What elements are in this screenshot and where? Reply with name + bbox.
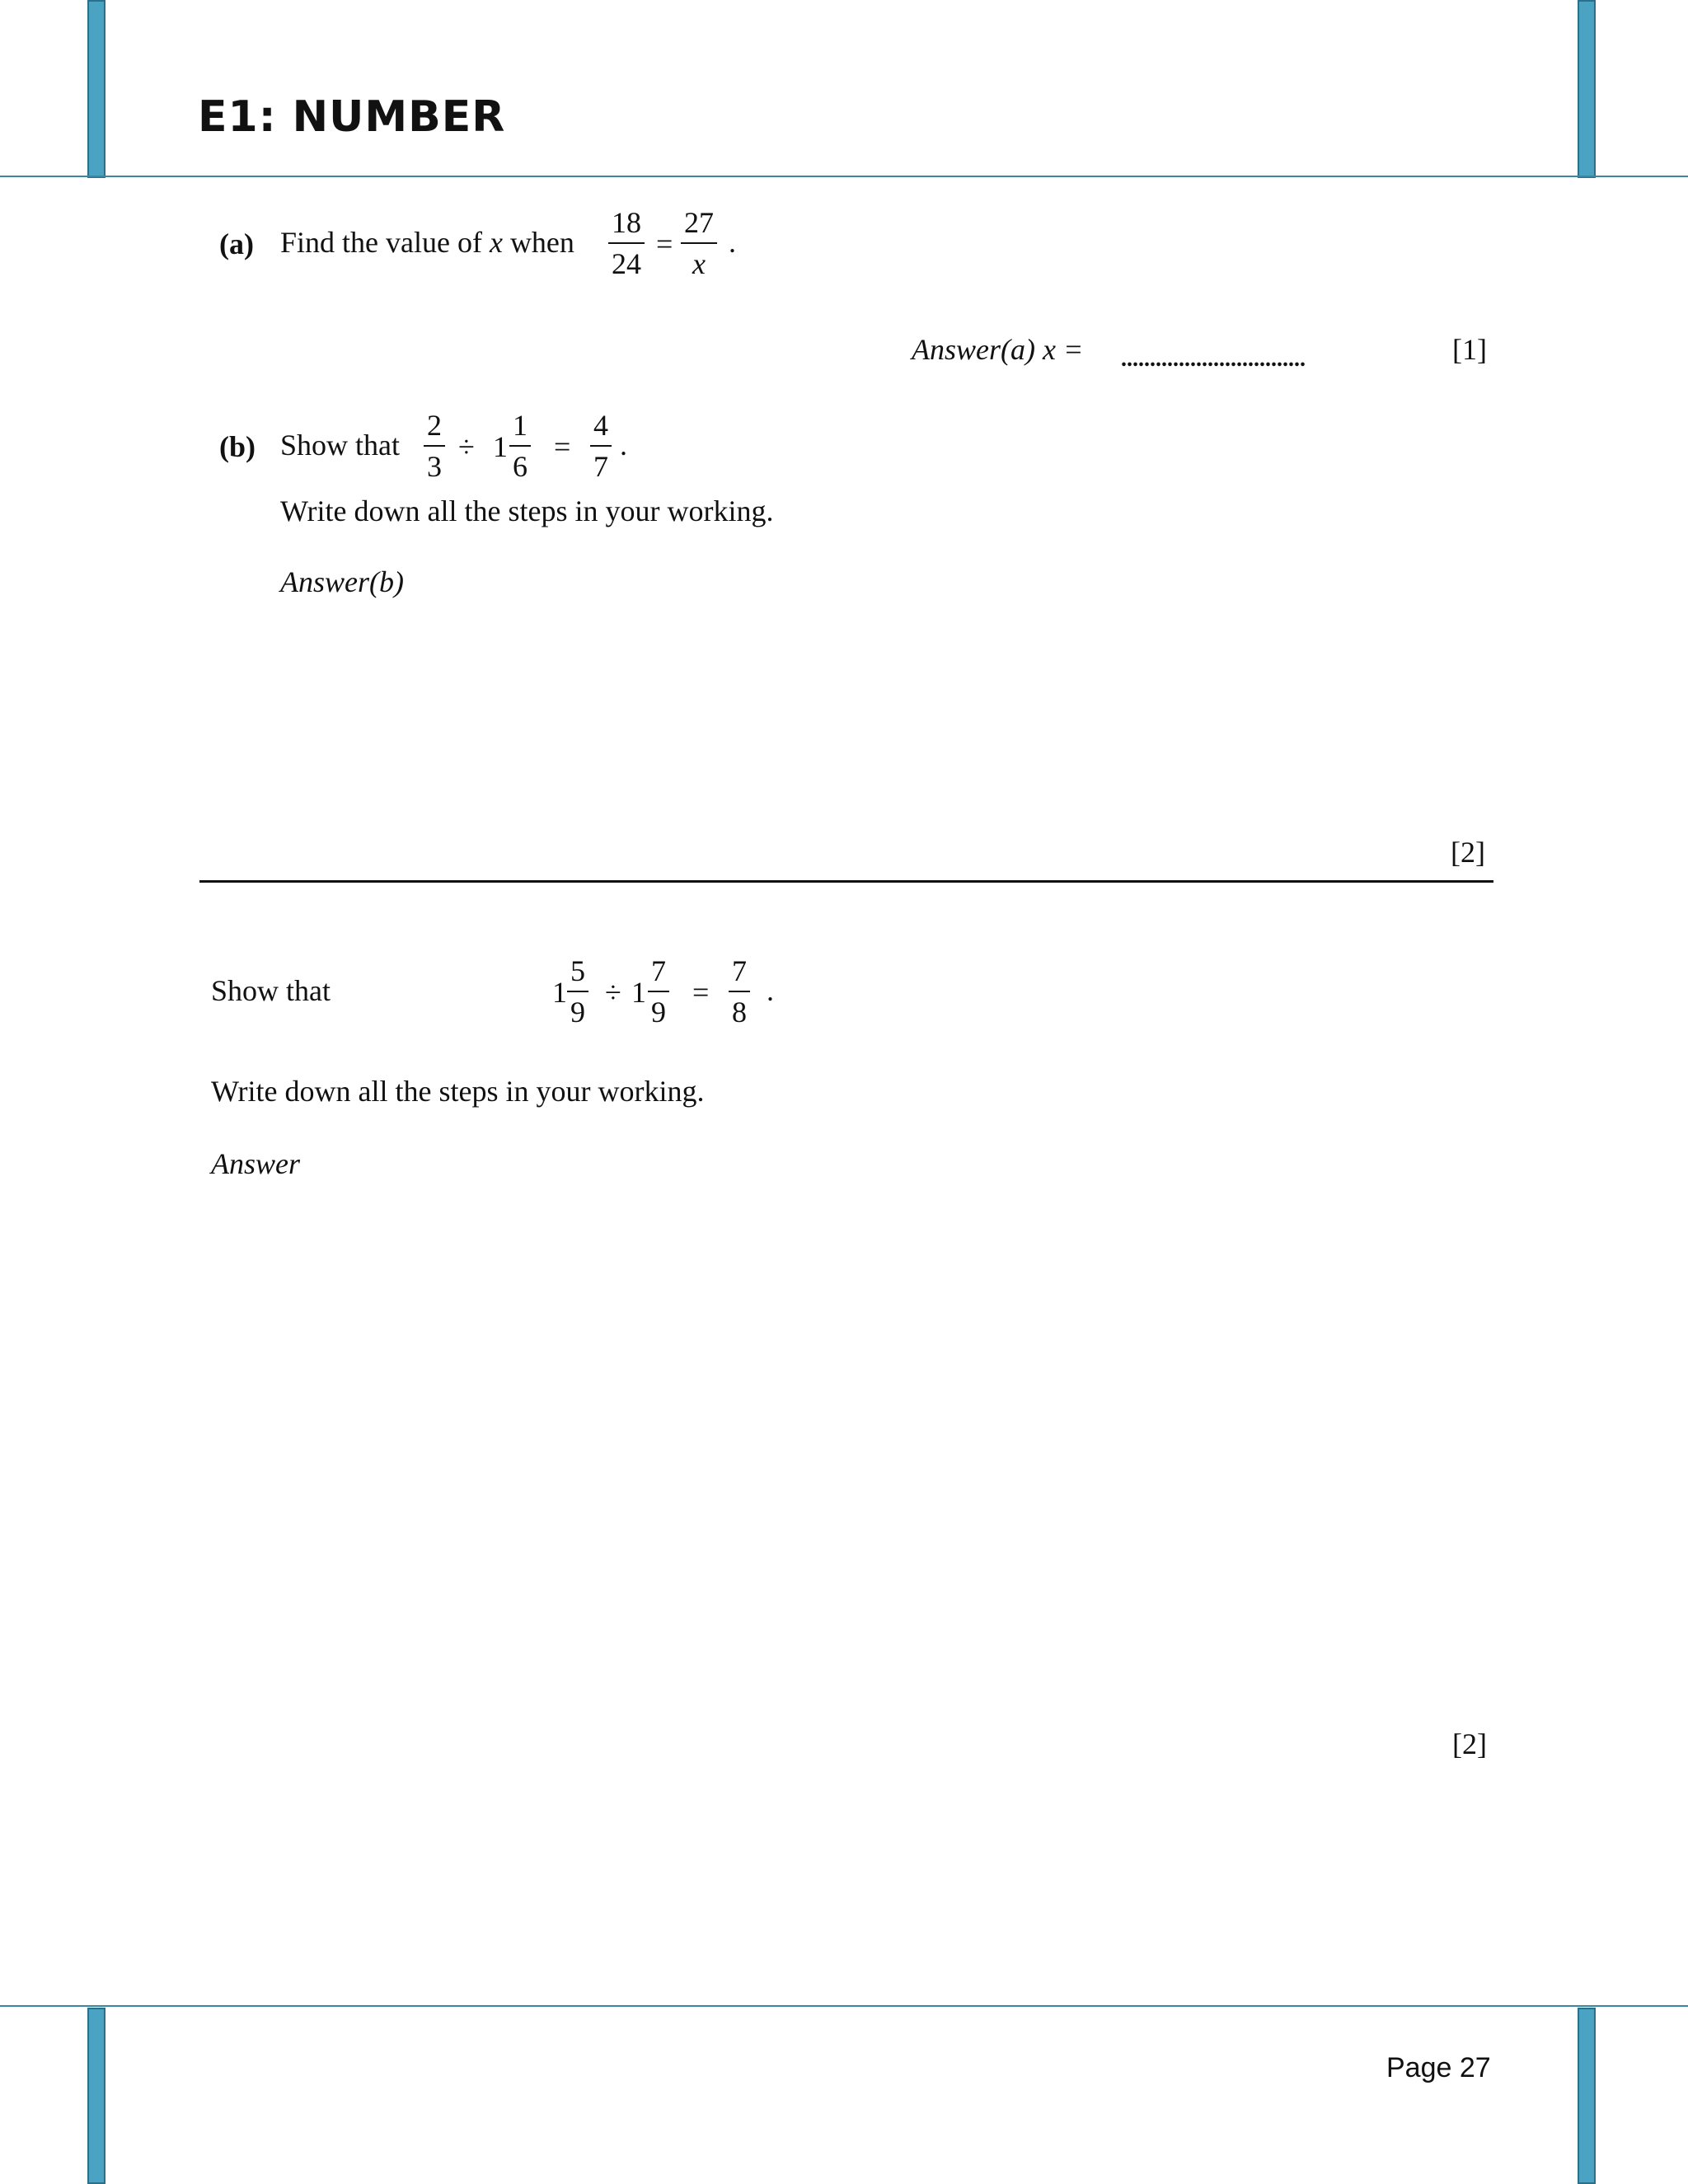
- division-sign: ÷: [605, 976, 621, 1009]
- question-a-marks: [1]: [1452, 333, 1487, 366]
- fraction-denominator: 6: [513, 450, 528, 483]
- question-b-fraction-3: [590, 410, 612, 481]
- fraction-numerator: 4: [593, 409, 608, 442]
- fraction-numerator: 2: [427, 409, 442, 442]
- equals-sign: =: [656, 227, 673, 260]
- mixed-number-whole: 1: [552, 976, 567, 1009]
- question-2-period: .: [767, 974, 774, 1007]
- fraction-denominator: 9: [651, 996, 666, 1029]
- fraction-numerator: 5: [570, 954, 585, 987]
- question-b-period: .: [620, 429, 627, 462]
- fraction-numerator: 7: [732, 954, 747, 987]
- footer-right-accent-bar: [1578, 2008, 1596, 2184]
- question-2-instruction: Write down all the steps in your working.: [211, 1075, 705, 1108]
- mixed-number-whole: 1: [631, 976, 646, 1009]
- question-b-fraction-2: [509, 410, 531, 481]
- page-header-title: E1: NUMBER: [198, 92, 506, 142]
- question-a-label: (a): [219, 227, 254, 260]
- fraction-denominator: 8: [732, 996, 747, 1029]
- fraction-numerator: 1: [513, 409, 528, 442]
- equals-sign: =: [554, 430, 571, 463]
- question-a-text: [280, 227, 574, 257]
- header-left-accent-bar: [87, 0, 106, 178]
- header-divider: [0, 176, 1688, 177]
- fraction-denominator: 3: [427, 450, 442, 483]
- question-b-fraction-1: [424, 410, 445, 481]
- question-separator-rule: [199, 880, 1493, 883]
- fraction-numerator: 27: [684, 206, 714, 239]
- question-b-marks: [2]: [1451, 836, 1485, 869]
- fraction-denominator: 7: [593, 450, 608, 483]
- fraction-numerator: 18: [612, 206, 641, 239]
- question-a-text-pre: Find the value of: [280, 226, 482, 259]
- answer-b-label: Answer(b): [280, 565, 404, 598]
- question-b-label: (b): [219, 430, 256, 463]
- mixed-number-whole: 1: [493, 430, 508, 463]
- question-2-text: Show that: [211, 974, 331, 1007]
- question-2-fraction-2: [648, 956, 669, 1027]
- question-a-variable: x: [489, 226, 503, 259]
- question-2-fraction-3: [729, 956, 750, 1027]
- question-2-marks: [2]: [1452, 1727, 1487, 1760]
- answer-2-working-area[interactable]: [211, 1195, 1447, 1706]
- question-a-fraction-1: [608, 208, 645, 279]
- question-b-text: Show that: [280, 429, 401, 462]
- question-a-fraction-2: [681, 208, 717, 279]
- equals-sign: =: [692, 976, 710, 1009]
- question-a-period: .: [729, 226, 736, 259]
- fraction-numerator: 7: [651, 954, 666, 987]
- header-right-accent-bar: [1578, 0, 1596, 178]
- question-2-fraction-1: [567, 956, 588, 1027]
- answer-a-label: Answer(a) x =: [912, 333, 1084, 366]
- division-sign: ÷: [458, 430, 475, 463]
- question-a-text-post: when: [509, 226, 574, 259]
- answer-b-working-area[interactable]: [280, 610, 1451, 824]
- footer-divider: [0, 2005, 1688, 2007]
- footer-left-accent-bar: [87, 2008, 106, 2184]
- answer-2-label: Answer: [211, 1147, 300, 1180]
- question-b-instruction: Write down all the steps in your working.: [280, 494, 774, 527]
- fraction-denominator: x: [692, 247, 706, 280]
- answer-a-input-line[interactable]: ................................: [1121, 346, 1306, 372]
- fraction-denominator: 24: [612, 247, 641, 280]
- page-number: Page 27: [1386, 2052, 1491, 2083]
- fraction-denominator: 9: [570, 996, 585, 1029]
